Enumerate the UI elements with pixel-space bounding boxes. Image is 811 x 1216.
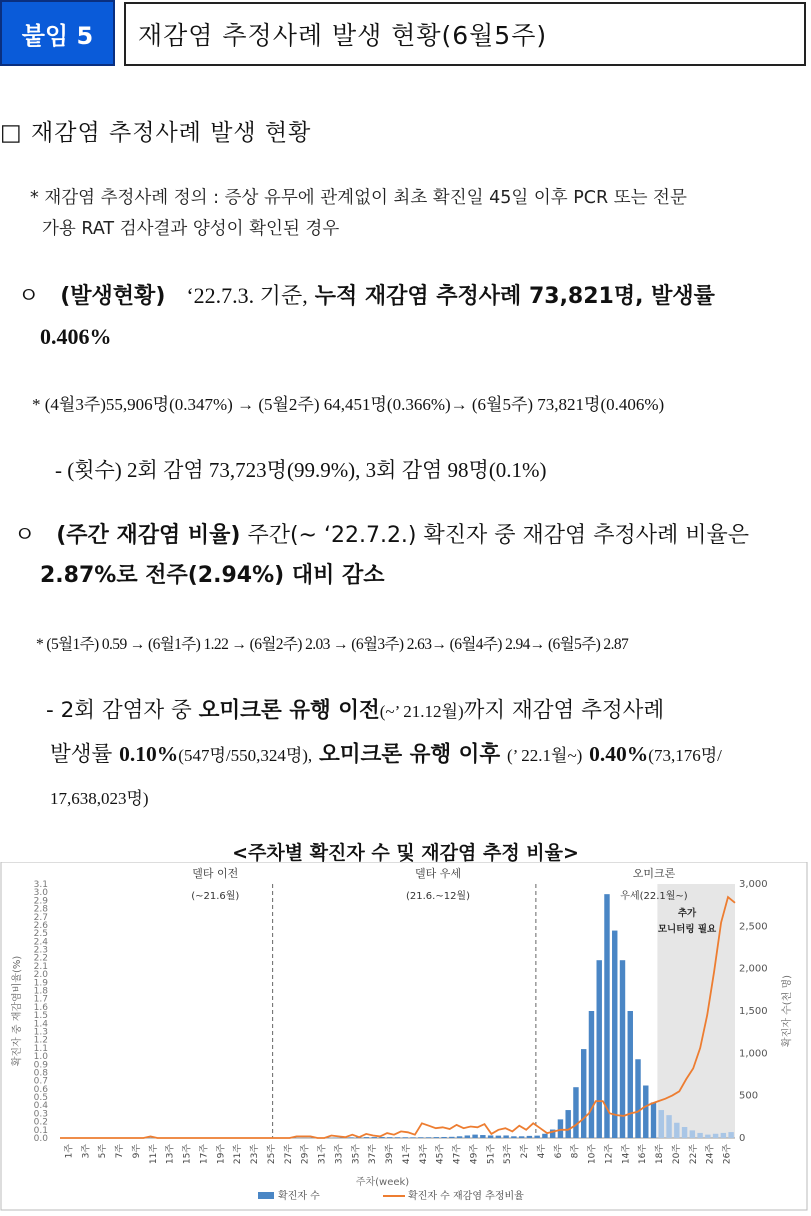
bar — [527, 1136, 532, 1138]
left-tick-label: 2.0 — [34, 970, 49, 980]
monitor-note-2: 모니터링 필요 — [658, 923, 717, 935]
x-tick-label: 43주 — [418, 1144, 429, 1164]
period-range-1: (~21.6월) — [191, 889, 239, 902]
weekly-text: 주간(~ ‘22.7.2.) 확진자 중 재감염 추정사례 비율은 — [247, 523, 749, 548]
x-tick-label: 26주 — [722, 1144, 733, 1164]
bar — [697, 1133, 702, 1138]
left-tick-label: 0.7 — [34, 1077, 48, 1087]
left-tick-label: 1.1 — [34, 1044, 48, 1054]
bar — [558, 1119, 563, 1138]
period-name-3: 오미크론 — [633, 866, 676, 880]
x-tick-label: 22주 — [688, 1144, 699, 1164]
bar — [597, 960, 602, 1138]
status-bullet — [18, 276, 808, 358]
attachment-badge: 붙임 5 — [0, 0, 115, 66]
x-tick-label: 13주 — [165, 1144, 176, 1164]
left-tick-label: 2.9 — [34, 896, 49, 906]
right-tick-label: 500 — [739, 1091, 758, 1102]
period-name-1: 델타 이전 — [192, 866, 238, 880]
x-tick-label: 8주 — [570, 1144, 581, 1159]
weekly-marker: ㅇ — [14, 523, 35, 548]
left-tick-label: 0.5 — [34, 1093, 48, 1103]
x-tick-label: 18주 — [654, 1144, 665, 1164]
x-tick-label: 45주 — [435, 1144, 446, 1164]
x-tick-label: 11주 — [148, 1144, 159, 1164]
x-tick-label: 20주 — [671, 1144, 682, 1164]
status-marker: ㅇ — [18, 284, 39, 309]
omicron-before-count: (547명/550,324명), — [178, 746, 312, 765]
left-tick-label: 0.8 — [34, 1068, 49, 1078]
right-tick-label: 1,500 — [739, 1006, 768, 1017]
x-tick-label: 35주 — [350, 1144, 361, 1164]
left-tick-label: 1.5 — [34, 1011, 48, 1021]
right-tick-label: 2,500 — [739, 921, 768, 932]
omicron-after-count: (73,176명/ — [648, 746, 722, 765]
left-tick-label: 0.1 — [34, 1126, 48, 1136]
x-axis-label: 주차(week) — [356, 1175, 409, 1188]
bar — [519, 1136, 524, 1138]
bar — [534, 1136, 539, 1138]
omicron-text-2: 까지 재감염 추정사례 — [464, 698, 665, 723]
x-tick-label: 25주 — [266, 1144, 277, 1164]
status-date: ‘22.7.3. 기준, — [186, 283, 307, 308]
bar — [674, 1123, 679, 1138]
bar — [348, 1137, 353, 1138]
left-tick-label: 3.0 — [34, 888, 49, 898]
left-tick-label: 1.8 — [34, 987, 49, 997]
definition-line-2: 가용 RAT 검사결과 양성이 확인된 경우 — [30, 214, 805, 245]
weekly-bullet — [14, 516, 804, 596]
bar — [620, 960, 625, 1138]
bar — [426, 1137, 431, 1138]
bar — [542, 1134, 547, 1138]
bar — [659, 1110, 664, 1138]
bar — [643, 1086, 648, 1138]
omicron-text-3: 발생률 — [46, 742, 112, 767]
bar — [457, 1136, 462, 1138]
x-tick-label: 7주 — [114, 1144, 125, 1159]
bar — [418, 1137, 423, 1138]
omicron-after-period: (’ 22.1월~) — [507, 746, 582, 765]
x-tick-label: 10주 — [587, 1144, 598, 1164]
left-tick-label: 1.0 — [34, 1052, 49, 1062]
omicron-before-rate: 0.10% — [119, 742, 178, 766]
x-tick-label: 15주 — [182, 1144, 193, 1164]
left-tick-label: 0.0 — [34, 1134, 49, 1144]
weekly-label: (주간 재감염 비율) — [56, 523, 240, 548]
bar — [496, 1136, 501, 1138]
left-tick-label: 0.6 — [34, 1085, 49, 1095]
left-tick-label: 2.4 — [34, 937, 49, 947]
status-label: (발생현황) — [60, 284, 165, 309]
x-tick-label: 9주 — [131, 1144, 142, 1159]
x-tick-label: 2주 — [519, 1144, 530, 1159]
x-tick-label: 23주 — [249, 1144, 260, 1164]
x-tick-label: 12주 — [603, 1144, 614, 1164]
bar — [511, 1136, 516, 1138]
infection-count-detail: - (횟수) 2회 감염 73,723명(99.9%), 3회 감염 98명(0.1%) — [55, 454, 547, 484]
right-tick-label: 0 — [739, 1133, 745, 1144]
page-title-text: 재감염 추정사례 발생 현황(6월5주) — [138, 16, 547, 52]
left-tick-label: 1.7 — [34, 995, 48, 1005]
period-name-2: 델타 우세 — [415, 866, 461, 880]
left-tick-label: 1.9 — [34, 978, 49, 988]
period-range-3: 우세(22.1월~) — [620, 889, 688, 902]
omicron-paragraph — [46, 690, 806, 820]
x-tick-label: 27주 — [283, 1144, 294, 1164]
x-tick-label: 3주 — [80, 1144, 91, 1159]
x-tick-label: 33주 — [333, 1144, 344, 1164]
monitor-note-1: 추가 — [678, 907, 697, 919]
bar — [387, 1137, 392, 1138]
x-tick-label: 39주 — [384, 1144, 395, 1164]
definition-note — [30, 183, 805, 245]
bar — [472, 1135, 477, 1138]
left-tick-label: 0.4 — [34, 1101, 49, 1111]
legend-label-line: 확진자 수 재감염 추정비율 — [408, 1189, 524, 1202]
x-tick-label: 29주 — [300, 1144, 311, 1164]
bar — [395, 1137, 400, 1138]
left-tick-label: 1.6 — [34, 1003, 49, 1013]
left-tick-label: 1.3 — [34, 1027, 48, 1037]
page-title — [124, 2, 806, 66]
x-tick-label: 31주 — [317, 1144, 328, 1164]
bar — [565, 1110, 570, 1138]
bar — [581, 1049, 586, 1138]
bar — [465, 1135, 470, 1138]
section-title: □ 재감염 추정사례 발생 현황 — [0, 114, 311, 147]
legend-swatch-bars — [258, 1192, 274, 1199]
x-tick-label: 53주 — [502, 1144, 513, 1164]
status-trend: * (4월3주)55,906명(0.347%) → (5월2주) 64,451명(0.366%)→ (6월5주) 73,821명(0.406%) — [32, 390, 664, 415]
left-tick-label: 2.5 — [34, 929, 48, 939]
left-tick-label: 3.1 — [34, 880, 48, 890]
x-tick-label: 24주 — [705, 1144, 716, 1164]
bar — [364, 1137, 369, 1138]
bar — [690, 1130, 695, 1138]
left-tick-label: 0.9 — [34, 1060, 49, 1070]
weekly-result: 2.87%로 전주(2.94%) 대비 감소 — [14, 563, 385, 588]
definition-line-1: * 재감염 추정사례 정의 : 증상 유무에 관계없이 최초 확진일 45일 이후 PCR 또는 전문 — [30, 183, 805, 214]
bar — [372, 1137, 377, 1138]
bar — [728, 1132, 733, 1138]
legend-label-bars: 확진자 수 — [278, 1189, 320, 1202]
bar — [666, 1115, 671, 1138]
right-tick-label: 1,000 — [739, 1048, 768, 1059]
y-axis-right-label: 확진자 수(천 명) — [780, 975, 793, 1047]
bar — [403, 1137, 408, 1138]
chart-svg — [0, 862, 811, 1212]
bar — [713, 1134, 718, 1138]
status-rate: 0.406% — [18, 324, 112, 349]
bar — [604, 894, 609, 1138]
x-tick-label: 6주 — [553, 1144, 564, 1159]
weekly-chart — [0, 862, 811, 1212]
bar — [612, 931, 617, 1138]
left-tick-label: 0.3 — [34, 1109, 48, 1119]
bar — [573, 1087, 578, 1138]
left-tick-label: 2.7 — [34, 913, 48, 923]
left-tick-label: 2.2 — [34, 954, 48, 964]
right-tick-label: 3,000 — [739, 879, 768, 890]
left-tick-label: 1.2 — [34, 1036, 48, 1046]
series-line-reinfection-rate — [60, 897, 735, 1138]
omicron-text-1: - 2회 감염자 중 — [46, 698, 192, 723]
x-tick-label: 16주 — [637, 1144, 648, 1164]
period-range-2: (21.6.~12월) — [406, 889, 470, 902]
bar — [705, 1135, 710, 1138]
omicron-before-period: (~’ 21.12월) — [380, 702, 464, 721]
left-tick-label: 0.2 — [34, 1118, 48, 1128]
x-tick-label: 37주 — [367, 1144, 378, 1164]
omicron-after-rate: 0.40% — [589, 742, 648, 766]
bar — [441, 1137, 446, 1138]
omicron-after-count-2: 17,638,023명) — [46, 789, 149, 808]
bar — [449, 1137, 454, 1138]
x-tick-label: 49주 — [468, 1144, 479, 1164]
bar — [628, 1011, 633, 1138]
x-tick-label: 47주 — [452, 1144, 463, 1164]
bar — [434, 1137, 439, 1138]
left-tick-label: 2.6 — [34, 921, 49, 931]
bar — [721, 1133, 726, 1138]
left-tick-label: 1.4 — [34, 1019, 49, 1029]
y-axis-left-label: 확진자 중 재감염비율(%) — [10, 956, 23, 1067]
bar — [589, 1011, 594, 1138]
x-tick-label: 1주 — [63, 1144, 74, 1159]
x-tick-label: 41주 — [401, 1144, 412, 1164]
bar — [651, 1102, 656, 1138]
x-tick-label: 21주 — [232, 1144, 243, 1164]
weekly-trend: * (5월1주) 0.59 → (6월1주) 1.22 → (6월2주) 2.03 → (6월3주) 2.63→ (6월4주) 2.94→ (6월5주) 2.87 — [36, 632, 628, 654]
right-tick-label: 2,000 — [739, 964, 768, 975]
monitoring-shade — [657, 884, 735, 1138]
bar — [410, 1137, 415, 1138]
bar — [480, 1135, 485, 1138]
omicron-before: 오미크론 유행 이전 — [199, 698, 380, 723]
left-tick-label: 2.3 — [34, 946, 48, 956]
x-tick-label: 17주 — [198, 1144, 209, 1164]
omicron-after: 오미크론 유행 이후 — [319, 742, 500, 767]
x-tick-label: 19주 — [215, 1144, 226, 1164]
x-tick-label: 5주 — [97, 1144, 108, 1159]
x-tick-label: 14주 — [620, 1144, 631, 1164]
left-tick-label: 2.1 — [34, 962, 48, 972]
x-tick-label: 4주 — [536, 1144, 547, 1159]
chart-title: <주차별 확진자 수 및 재감염 추정 비율> — [0, 838, 811, 865]
x-tick-label: 51주 — [485, 1144, 496, 1164]
status-cumulative: 누적 재감염 추정사례 73,821명, 발생률 — [315, 284, 715, 309]
bar — [635, 1059, 640, 1138]
bar — [488, 1135, 493, 1138]
bar — [682, 1127, 687, 1138]
left-tick-label: 2.8 — [34, 905, 49, 915]
bar — [503, 1135, 508, 1138]
